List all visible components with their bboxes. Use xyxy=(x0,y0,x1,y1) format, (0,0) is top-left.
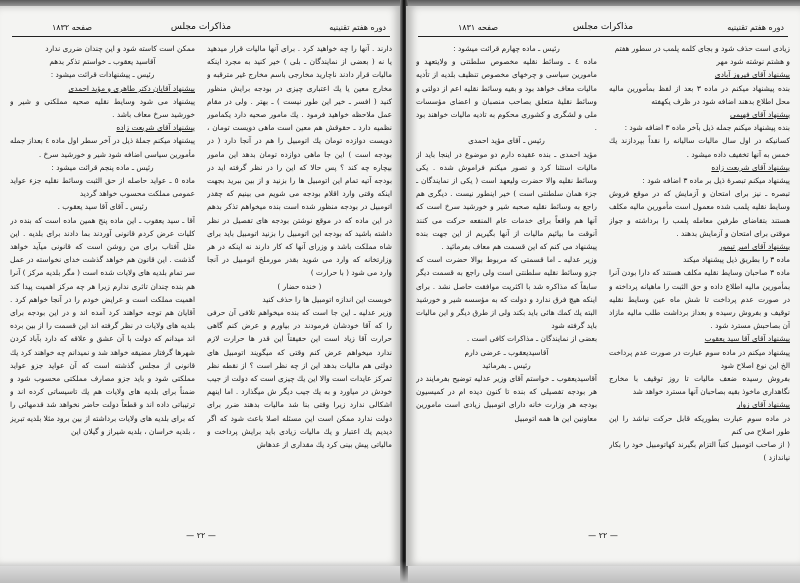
speaker-line: آقاسیدیعقوب ـ عرضی دارم xyxy=(464,347,549,357)
paragraph: مؤید احمدی ـ بنده عقیده دارم دو موضوع در اینجا باید از مالیات استثنا کرد و تصور میکنم فراموش شده . یکی وسائط نقلیه والا حضرت ولیعهد است ( یکی از نمایندگان ـ جزء همان سلطنتی است ) خیر اینطور نیست . دیگری هم راجع به وسائط نقلیه صحبه شیر و خورشید سرخ است که آنها هم واقعاً برای خدمات عام المنفعه حرکت می کنند آنوقت ما بیائیم مالیات از آنها بگیریم از این جهت بنده پیشنهاد می کنم که این قسمت هم معاف بفرمائید . xyxy=(416,149,597,252)
speaker-line: رئیس ـ بفرمائید xyxy=(482,360,531,370)
page-label: صفحه ۱۸۳۱ xyxy=(458,23,499,32)
proposal-heading: پیشنهاد آقای شریعت زاده xyxy=(711,162,790,172)
page-1832 xyxy=(0,6,402,566)
speaker-line: رئیس ـ ماده پنجم قرائت میشود : xyxy=(51,162,154,172)
proposal-heading: پیشنهاد آقایان دکتر طاهری و مؤید احمدی xyxy=(68,83,195,93)
journal-title: مذاکرات مجلس xyxy=(572,22,634,32)
speaker-line: ( خنده حضار ) xyxy=(277,281,322,291)
page-header xyxy=(12,22,390,37)
text-columns xyxy=(10,42,392,526)
proposal-heading: پیشنهاد آقای امیر تیمور xyxy=(719,242,790,252)
paragraph: بعضی از نمایندگان ـ مذاکرات کافی است . xyxy=(466,334,597,344)
column-right xyxy=(207,42,392,526)
paragraph: ماده ٤ ـ وسائط نقلیه مخصوص سلطنتی و ولایتعهد و مامورین سیاسی و چرخهای مخصوص تنظیف بلدیه از تأدیه مالیات معاف خواهد بود و بقیه وسائط نقلیه اعم از دولتی و وسائط نقلیهٔ متعلق بصاحب منصبان و اعضای مؤسسات ملی و لشگری و کشوری محکوم به تادیه مالیات خواهند بود . xyxy=(416,57,597,133)
speaker-line: رئیس ـ ماده چهارم قرائت میشود : xyxy=(453,44,560,53)
paragraph: بنده پیشنهاد میکنم جمله ذیل بآخر ماده ۳ اضافه شود : xyxy=(624,123,790,133)
paragraph: ( از صاحب اتومبیل کتباً التزام بگیرند کهاتومبیل خود را بکار نیاندازد ) xyxy=(609,440,790,463)
speaker-line: آقاسید یعقوب ـ خواستم تذکر بدهم xyxy=(49,57,156,67)
proposal-heading: پیشنهاد آقای فیروز آبادی xyxy=(714,70,790,80)
paragraph: آقاسیدیعقوب ـ خواستم آقای وزیر عدلیه توضیح بفرمایند در هر بودجه تفصیلی که بنده تا کنون دیده ام در کمیسیون بودجه هر وزارت خانه دارای اتومبیل زیادی است مامورین معاونین این ها همه اتومبیل xyxy=(416,374,597,423)
paragraph: ماده ۳ را بطریق ذیل پیشنهاد میکند xyxy=(683,255,790,265)
speaker-line: رئیس ـ آقای آقا سید یعقوب . xyxy=(57,202,148,212)
proposal-heading: پیشنهاد آقای زوار xyxy=(736,400,790,410)
paragraph: ممکن است کاسته شود و این چندان ضرری ندارد xyxy=(45,44,195,53)
page-number: — ۲۲ — xyxy=(186,531,216,540)
paragraph: بفروش رسیده ضعف مالیات تا روز توقیف با مخارج نگاهداری ماخوذ بقیه بصاحبان آنها مسترد خواهد شد xyxy=(609,374,790,397)
paragraph: وزیر عدلیه ـ اما قسمتی که مربوط بوالا حضرت است که جزو وسائط نقلیه سلطنتی است ولی راجع به قسمت دیگر سابقاً که مذاکره شد با اکثریت موافقت حاصل نشد . برای اینکه هیچ فرق ندارد و دولت که به مؤسسه شیر و خورشید البته یك کمك هائی باید بکند ولی از طرق دیگر و این مالیات باید گرفته شود xyxy=(416,255,597,331)
paragraph: ماده ٥ ـ عواید حاصله از حق الثبت وسائط نقلیه جزء عواید عمومی مملکت محسوب خواهد گردید xyxy=(10,176,195,199)
page-number: — ۲۲ — xyxy=(588,531,618,540)
page-label: صفحه ۱۸۳۲ xyxy=(52,23,93,32)
speaker-line: رئیس ـ آقای مؤید احمدی xyxy=(468,136,545,146)
session-label: دوره هفتم تقنینیه xyxy=(329,23,386,32)
text-columns xyxy=(416,42,790,526)
journal-title: مذاکرات مجلس xyxy=(170,22,232,32)
paragraph: تبصره ـ نیز برای امتحان و آزمایش که در موقع فروش وسایط نقلیه پلمب شده معمول است مأمورین مالیه مکلف هستند بتقاضای طرفین معامله پلمب را برداشته و جواز موقتی برای امتحان و آزمایش بدهند . xyxy=(609,189,790,238)
proposal-heading: پیشنهاد آقای شریعت زاده xyxy=(116,123,195,133)
page-header xyxy=(418,22,788,37)
paragraph: وزیر عدلیه ـ این جا است که بنده میخواهم تلافی آن حرفی را که آقا خودشان فرمودند در بیاورم و عرض کنم گاهی حرارت آقا زیاد است این حقیقتاً این قدر ها حرارت لازم ندارد میخواهم عرض کنم وقتی که میگویند اتومبیل های دولتی هم مالیات بدهد این از چه نظر است ؟ از نقطه نظر تمرکز عایدات است والا این یك چیزی است که دولت از جیب خودش در میاورد و به یك جیب دیگر ش میگذارد . اما اینهم اشکالی ندارد زیرا وقتی بنا شد مالیات بدهند ضرر برای دولت ندارد ممکن است این مسئله اصلا باعث شود که اگر دیدیم یك اعتبار و یك مالیات زیادی باید برایش پرداخت و مالیاتی پیش بینی کرد یك مقداری از عدهاش xyxy=(207,308,392,450)
paragraph: کسانیکه در اول سال مالیات سالیانه را نقداً بپردازند یك خمس به آنها تخفیف داده میشود . xyxy=(609,136,790,159)
paragraph: خوبست این اندازه اتومبیل ها را حذف کنید xyxy=(262,294,392,304)
session-label: دوره هفتم تقنینیه xyxy=(727,23,784,32)
paragraph: پیشنهاد میکنم جملهٔ ذیل در آخر سطر اول ماده ٤ بعداز جمله مأمورین سیاسی اضافه شود شیر و خورشید سرخ . xyxy=(10,136,195,159)
column-right xyxy=(609,42,790,526)
proposal-heading: پیشنهاد آقای آقا سید یعقوب xyxy=(704,334,790,344)
speaker-line: رئیس ـ پیشنهادات قرائت میشود : xyxy=(50,70,155,80)
paragraph: و هشتم نوشته شود مهر xyxy=(716,57,790,67)
paragraph: دارند . آنها را چه خواهید کرد . برای آنها مالیات قرار میدهید یا نه ( بعضی از نمایندگان ـ بلی ) خیر کنید به مجرد اینکه مالیات قرار دادند ناچارید مخارجی باسم مخارج غیر مترقبه و مخارج معین یا یك اعتباری چیزی در بودجه برایش منظور کنید ( افسر ـ خیر این طور نیست ) ـ بهتر . ولی در مقام عمل ملاحظه خواهید فرمود . یك مامور صحیه دارد یکمامور نظمیه دارد ـ حقوقش هم معین است ماهی دویست تومان ، دویست دوازده تومان یك اتومبیل را هم در آنجا دارد ( در بودجه است ) این جا ماهی دوازده تومان بدهد این مامور بیچاره چه کند ؟ پس حالا که این را در نظر گرفته اید در بودجه آتیه تمام این اتومبیل ها را بزنید و از بین ببرید بجهت اینکه وقتی وارد اقلام بودجه می شویم می بینیم که چقدر اتومبیل در بودجه منظور شده است بنده میخواهم تذکر بدهم در این ماده که در موقع نوشتن بودجه های تفصیل در نظر داشته باشید که بودجه این اتومبیل را بزنید اتومبیل باید برای شاه مملکت باشد و وزرای آنها که کار دارند نه اینکه در هر وزارتخانه که وارد می شوید بقدر مورملخ اتومبیل در آنجا وارد می شود ( با حرارت ) xyxy=(207,44,392,278)
column-left xyxy=(10,42,195,526)
paragraph: پیشنهاد میکنم در ماده سوم عبارت در صورت عدم پرداخت الخ این نوع اصلاح شود xyxy=(609,347,790,370)
column-left xyxy=(416,42,597,526)
proposal-heading: پیشنهاد آقای فهیمی xyxy=(730,110,790,120)
paragraph: آقا ـ سید یعقوب ـ این ماده پنج همین ماده است که بنده در کلیات عرض کردم قانونی آوردند بما دادند برای بلدیه . این مثل آفتاب برای من روشن است که قانونی میآید خواهد گذشت . این قانون هم خواهد گذشت خدای نخواسته در عمل سر تمام بلدیه های ولایات شده است ( مگر بلدیه مرکز ) آنرا هم بنده چندان تاثری ندارم زیرا هر چه مرکز اهمیت پیدا کند اهمیت مملکت است و عرایض خودم را در آنجا خواهم کرد . آقایان هم توجه خواهند کرد آمده اند و در این بودجه برای بلدیه های ولایات در نظر گرفته اند این قسمت را از بین برده اند میدانم که دولت با آن عشق و علاقه که دارد بآباد کردن شهرها گرفتار مضیقه خواهد شد و نمیدانم چه خواهند کرد یك قانونی از مجلس گذشته است که آن عواید جزو عواید مملکتی شود و باید جزو مصارف مملکتی محسوب شود و ضمناً برای بلدیه های ولایات هم یك تاسیساتی کرده اند و ترتیباتی داده اند و قطعاً دولت حاضر نخواهد شد قدمهائی را که برای بلدیه های ولایات برداشته از بین برود مثلا بلدیه تبریز ، بلدیه خراسان ، بلدیه شیراز و گیلان این xyxy=(10,215,195,436)
paragraph: در ماده سوم عبارت بطوریکه قابل حرکت نباشد را این طور اصلاح می کنم xyxy=(609,413,790,436)
paragraph: ماده ۳ صاحبان وسایط نقلیه مکلف هستند که دارا بودن آنرا بمأمورین مالیه اطلاع داده و حق الثبت را ماهیانه پرداخته و در صورت عدم پرداخت تا شش ماه عین وسایط نقلیه توقیف و بفروش رسیده و بعداز برداشت طلب مالیه مازاد آن بصاحبش مسترد شود . xyxy=(609,268,790,331)
page-1831 xyxy=(406,6,800,566)
paragraph: پیشنهاد می شود وسایط نقلیه صحیه مملکتی و شیر و خورشید سرخ معاف باشد . xyxy=(10,96,195,120)
scan-shadow-bottom xyxy=(0,561,800,583)
paragraph: بنده پیشنهاد میکنم در ماده ۳ بعد از لفظ بمأمورین مالیه محل اطلاع بدهند اضافه شود در ظرف یکهفته xyxy=(609,83,790,106)
paragraph: پیشنهاد میکنم تبصرهٔ ذیل بر ماده ۳ اضافه شود : xyxy=(642,176,790,186)
paragraph: زیادی است حذف شود و بجای کلمه پلمب در سطور هفتم xyxy=(614,44,790,53)
